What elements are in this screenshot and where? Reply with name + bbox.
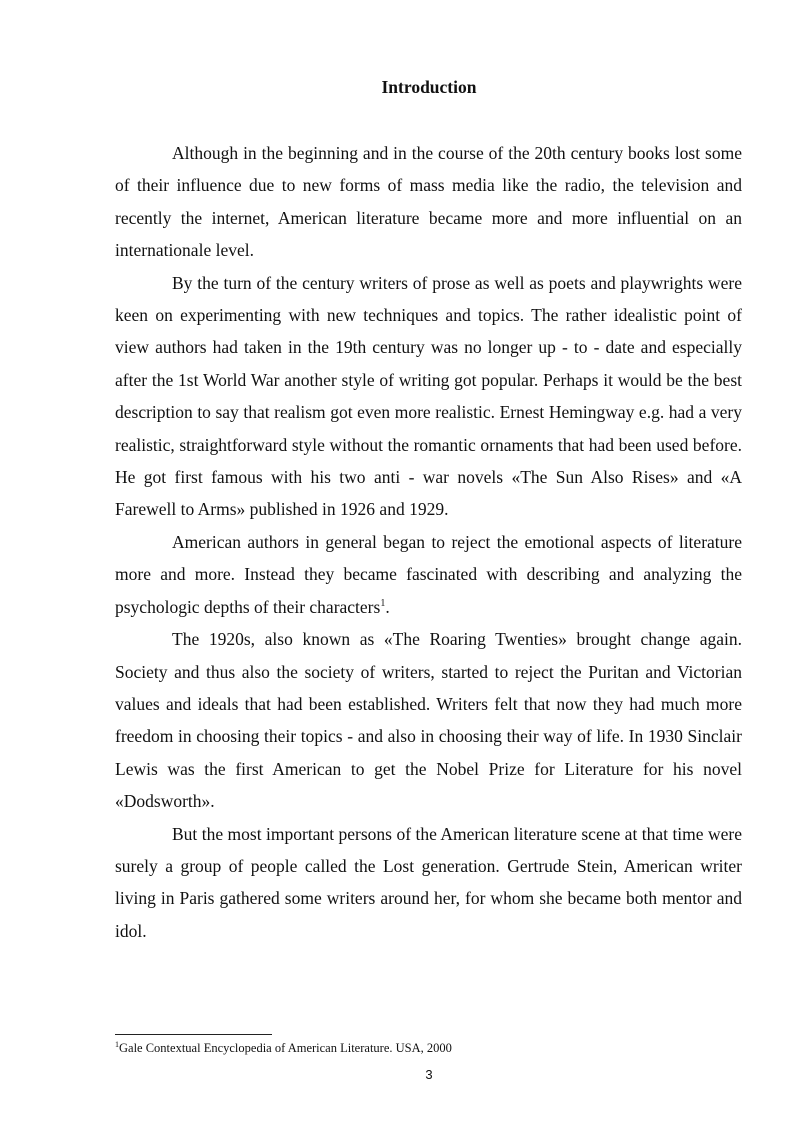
footnote (115, 1040, 742, 1056)
body-text (115, 137, 742, 947)
paragraph-4 (115, 623, 742, 817)
paragraph-text: The 1920s, also known as «The Roaring Twenties» brought change again. Society and thus also the society of writers, started to reject the Puritan and Victorian values and ideals that had been established. Writers felt that now they had much more freedom in choosing their topics - and also in choosing their way of life. In 1930 Sinclair Lewis was the first American to get the Nobel Prize for Literature for his novel «Dodsworth». (115, 629, 742, 812)
paragraph-2 (115, 267, 742, 526)
paragraph-1 (115, 137, 742, 267)
footnote-divider (115, 1034, 272, 1035)
paragraph-text: By the turn of the century writers of prose as well as poets and playwrights were keen on experimenting with new techniques and topics. The rather idealistic point of view authors had taken in the 19th century was no longer up - to - date and especially after the 1st World War another style of writing got popular. Perhaps it would be the best description to say that realism got even more realistic. Ernest Hemingway e.g. had a very realistic, straightforward style without the romantic ornaments that had been used before. He got first famous with his two anti - war novels «The Sun Also Rises» and «A Farewell to Arms» published in 1926 and 1929. (115, 272, 742, 520)
footnote-number: 1 (115, 1039, 119, 1049)
paragraph-3 (115, 526, 742, 623)
paragraph-text: American authors in general began to reject the emotional aspects of literature more and more. Instead they became fascinated with describing and analyzing the psychologic depths of their characters (115, 531, 742, 617)
footnote-text: Gale Contextual Encyclopedia of American Literature. USA, 2000 (119, 1041, 452, 1055)
paragraph-text: But the most important persons of the American literature scene at that time were surely a group of people called the Lost generation. Gertrude Stein, American writer living in Paris gathered some writers around her, for whom she became both mentor and idol. (115, 823, 742, 941)
page-title: Introduction (381, 77, 477, 97)
footnote-reference: 1 (380, 597, 386, 609)
page-number: 3 (425, 1067, 433, 1082)
paragraph-5 (115, 818, 742, 948)
paragraph-text: Although in the beginning and in the course of the 20th century books lost some of their influence due to new forms of mass media like the radio, the television and recently the internet, American literature became more and more influential on an internationale level. (115, 143, 742, 261)
paragraph-text-end: . (385, 596, 390, 617)
